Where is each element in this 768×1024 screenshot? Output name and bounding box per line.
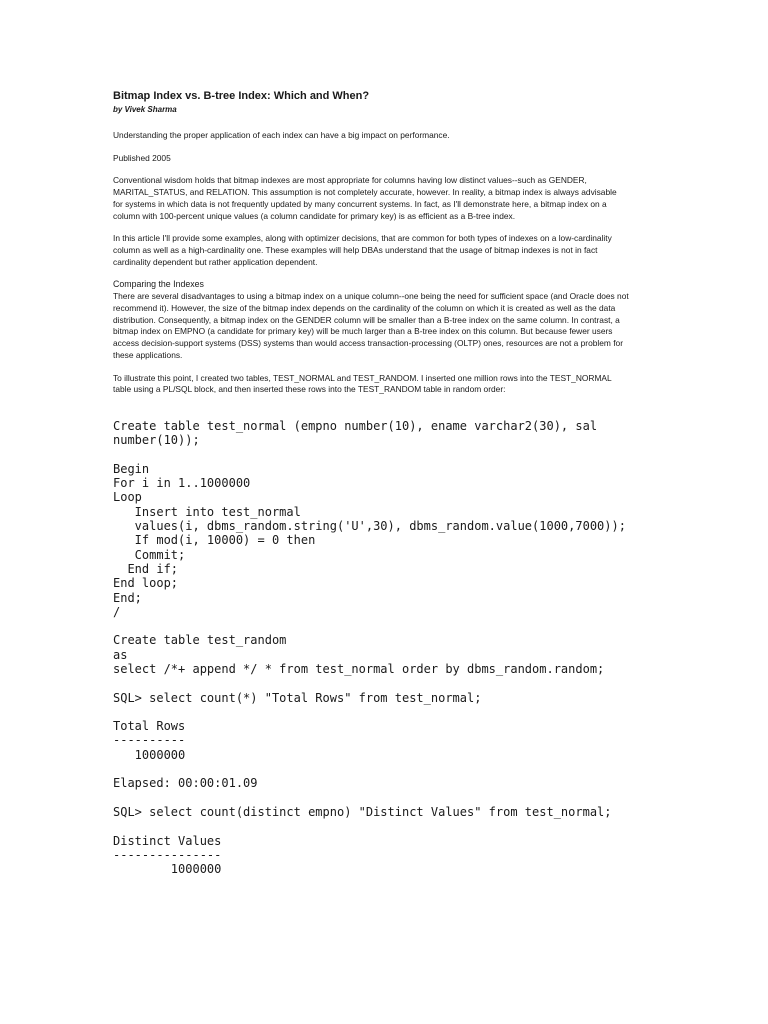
code-line: as: [113, 647, 128, 662]
code-line: End if;: [113, 561, 179, 576]
article-title: Bitmap Index vs. B-tree Index: Which and When?: [113, 90, 370, 102]
code-line: Create table test_normal (empno number(10), ename varchar2(30), sal: [113, 418, 598, 433]
code-line: [113, 676, 658, 690]
author-byline: by Vivek Sharma: [113, 105, 177, 114]
code-line: [113, 448, 658, 462]
paragraph-4: [113, 373, 658, 396]
paragraph-line: these applications.: [113, 349, 183, 360]
code-line: For i in 1..1000000: [113, 476, 251, 491]
paragraph-line: for systems in which data is not frequently updated by many concurrent systems. In fact, as I'll demonstrate here, a bitmap index on a: [113, 198, 607, 209]
code-line: Insert into test_normal: [113, 504, 301, 519]
paragraph-3: [113, 291, 658, 361]
code-line: [113, 705, 658, 719]
code-line: 1000000: [113, 862, 222, 877]
code-line: Commit;: [113, 547, 186, 562]
code-line: Create table test_random: [113, 633, 287, 648]
code-line: Total Rows: [113, 719, 186, 734]
code-line: Loop: [113, 490, 142, 505]
paragraph-line: column as well as a high-cardinality one. These examples will help DBAs understand that the usage of bitmap indexes is not in fact: [113, 244, 598, 255]
code-line: Begin: [113, 461, 150, 476]
code-line: ----------: [113, 733, 186, 748]
code-line: ---------------: [113, 847, 222, 862]
code-line: 1000000: [113, 747, 186, 762]
code-line: values(i, dbms_random.string('U',30), dbms_random.value(1000,7000));: [113, 519, 626, 534]
article: [113, 90, 658, 876]
code-line: SQL> select count(*) "Total Rows" from test_normal;: [113, 690, 482, 705]
paragraph-line: There are several disadvantages to using a bitmap index on a unique column--one being the need for sufficient space (and Oracle does not: [113, 291, 629, 302]
code-line: number(10));: [113, 433, 200, 448]
code-line: SQL> select count(distinct empno) "Distinct Values" from test_normal;: [113, 804, 612, 819]
paragraph-line: recommend it). However, the size of the bitmap index depends on the cardinality of the column on which it is created as well as the data: [113, 303, 616, 314]
code-line: [113, 819, 658, 833]
code-line: If mod(i, 10000) = 0 then: [113, 533, 316, 548]
paragraph-line: cardinality dependent but rather application dependent.: [113, 256, 318, 267]
published-date: Published 2005: [113, 152, 171, 163]
paragraph-line: table using a PL/SQL block, and then inserted these rows into the TEST_RANDOM table in random order:: [113, 384, 506, 395]
paragraph-line: To illustrate this point, I created two tables, TEST_NORMAL and TEST_RANDOM. I inserted one million rows into the TEST_NORMAL: [113, 372, 612, 383]
lead-paragraph: Understanding the proper application of each index can have a big impact on performance.: [113, 130, 450, 140]
paragraph-line: Conventional wisdom holds that bitmap indexes are most appropriate for columns having low distinct values--such as GENDER,: [113, 175, 587, 186]
code-block: [113, 419, 658, 877]
code-line: [113, 619, 658, 633]
code-line: [113, 791, 658, 805]
paragraph-line: distribution. Consequently, a bitmap index on the GENDER column will be smaller than a B-tree index on the same column. In contrast, a: [113, 314, 620, 325]
code-line: End loop;: [113, 576, 179, 591]
paragraph-line: MARITAL_STATUS, and RELATION. This assumption is not completely accurate, however. In reality, a bitmap index is always advisable: [113, 187, 617, 198]
paragraph-line: bitmap index on EMPNO (a candidate for primary key) will be much larger than a B-tree index on this column. But because fewer users: [113, 326, 613, 337]
paragraph-line: access decision-support systems (DSS) systems than would access transaction-processing (OLTP) ones, resources are not a problem for: [113, 338, 623, 349]
paragraph-1: [113, 175, 658, 222]
code-line: [113, 762, 658, 776]
code-line: End;: [113, 590, 142, 605]
code-line: /: [113, 604, 121, 619]
code-line: select /*+ append */ * from test_normal order by dbms_random.random;: [113, 662, 605, 676]
paragraph-2: [113, 233, 658, 268]
code-line: Distinct Values: [113, 833, 222, 848]
paragraph-line: column with 100-percent unique values (a column candidate for primary key) is as efficient as a B-tree index.: [113, 210, 516, 221]
code-line: Elapsed: 00:00:01.09: [113, 776, 258, 791]
paragraph-line: In this article I'll provide some examples, along with optimizer decisions, that are common for both types of indexes on a low-cardinality: [113, 233, 612, 244]
section-heading: Comparing the Indexes: [113, 279, 204, 290]
